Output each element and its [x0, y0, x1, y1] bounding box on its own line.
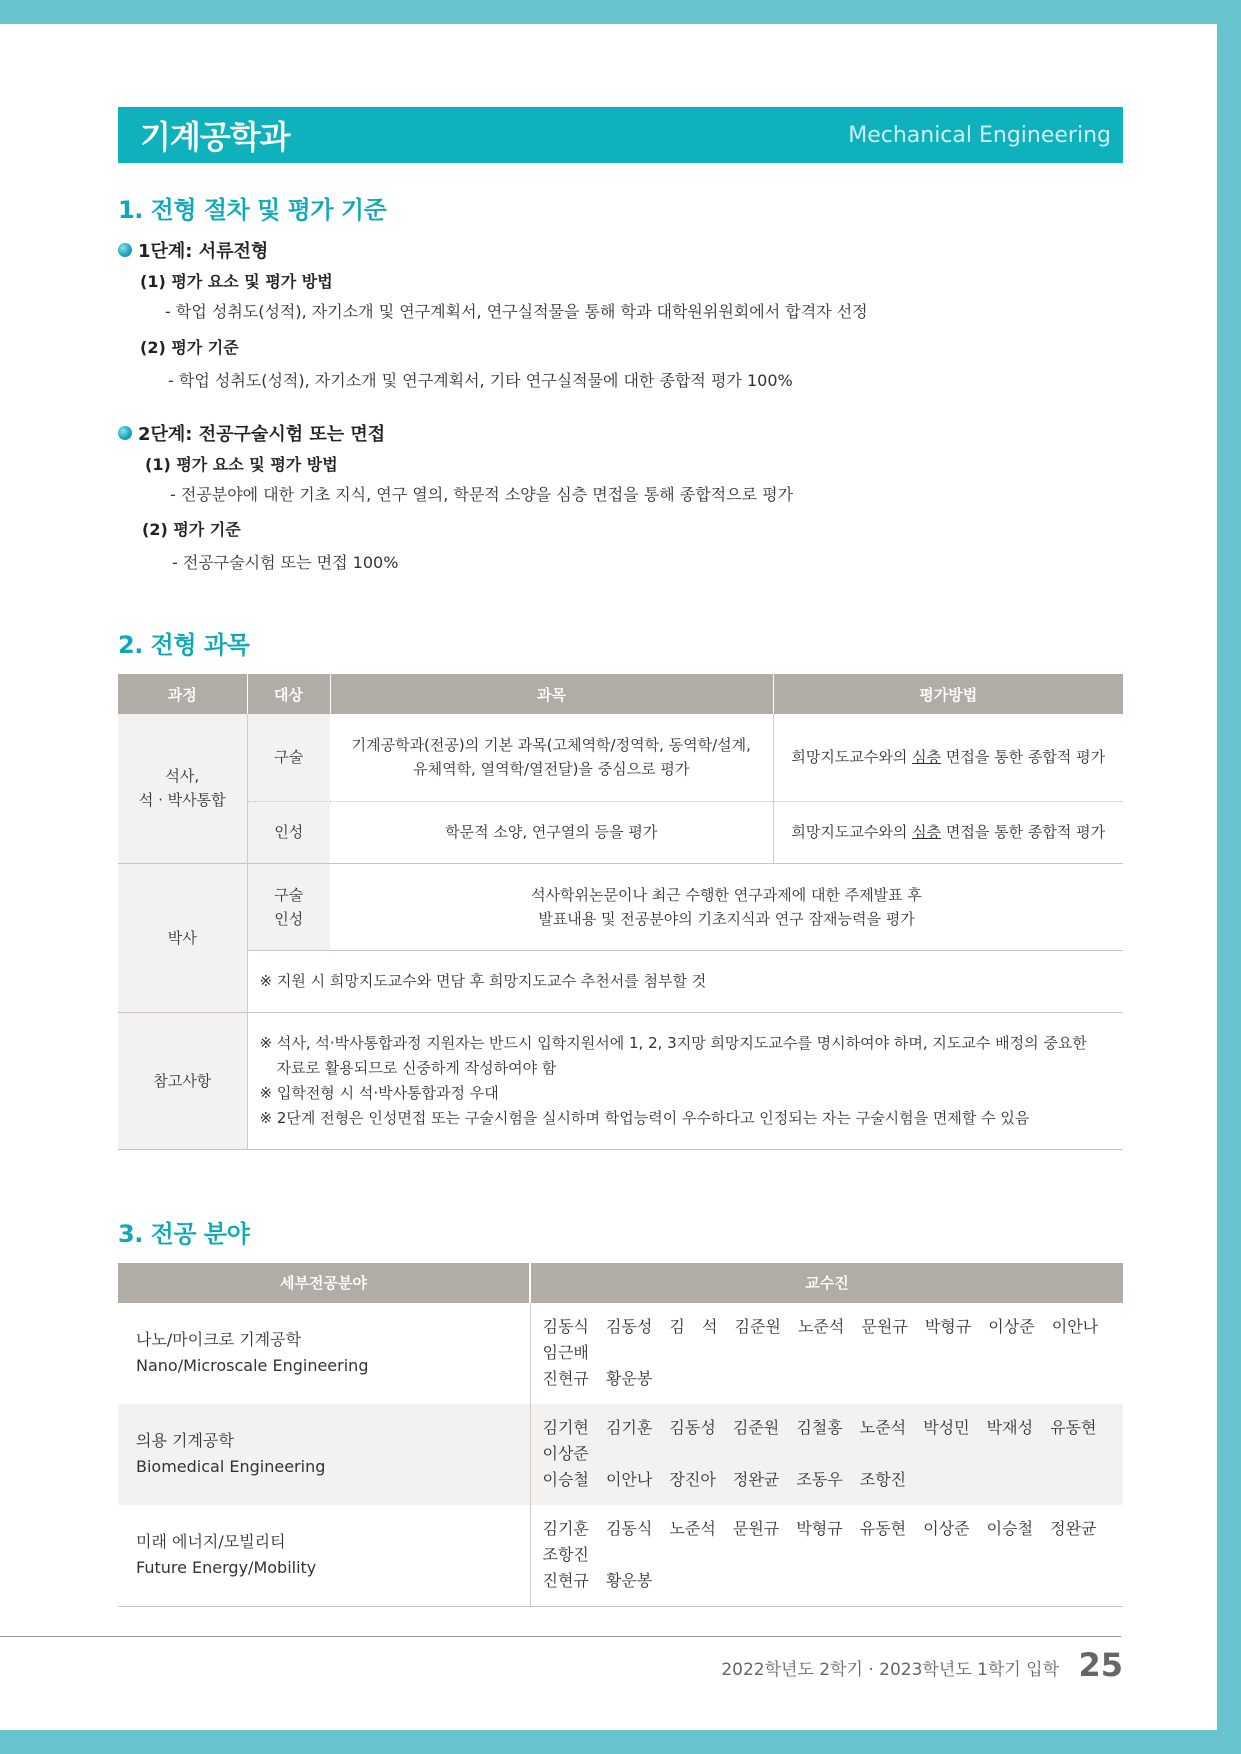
faculty-line-2: 진현규 황운봉 [542, 1571, 653, 1590]
table-row [118, 950, 1123, 1012]
phd-subject-cell [330, 863, 1123, 950]
target-cell: 구술 [247, 714, 330, 801]
reference-note-1: ※ 석사, 석·박사통합과정 지원자는 반드시 입학지원서에 1, 2, 3지망 희망지도교수를 명시하여야 하며, 지도교수 배정의 중요한 [259, 1033, 1087, 1052]
stage2-text-2: - 전공구술시험 또는 면접 100% [172, 553, 399, 572]
evaluation-text: 희망지도교수와의 [791, 748, 913, 767]
faculty-line-2: 이승철 이안나 장진아 정완균 조동우 조항진 [542, 1470, 907, 1489]
department-banner [118, 107, 1123, 163]
stage2-sub-heading-1: (1) 평가 요소 및 평가 방법 [145, 455, 338, 474]
section-2-title: 2. 전형 과목 [118, 631, 250, 659]
evaluation-cell [773, 801, 1123, 863]
section-1-title: 1. 전형 절차 및 평가 기준 [118, 196, 387, 224]
table-row [118, 801, 1123, 863]
footer-divider [0, 1636, 1121, 1637]
field-name-en: Future Energy/Mobility [136, 1558, 317, 1577]
table-row [118, 1012, 1123, 1149]
page-content [118, 107, 1123, 1607]
field-cell [118, 1404, 530, 1505]
faculty-line-1: 김기현 김기훈 김동성 김준원 김철홍 노준석 박성민 박재성 유동현 이상준 [542, 1418, 1097, 1463]
course-cell-masters [118, 714, 247, 863]
stage1-sub-heading-1: (1) 평가 요소 및 평가 방법 [140, 272, 333, 291]
stage1-title: 1단계: 서류전형 [138, 241, 269, 262]
subject-line-2: 발표내용 및 전공분야의 기초지식과 연구 잠재능력을 평가 [538, 909, 915, 928]
subject-line-2: 유체역학, 열역학/열전달)을 중심으로 평가 [413, 760, 690, 779]
subject-cell: 학문적 소양, 연구열의 등을 평가 [330, 801, 773, 863]
evaluation-underlined: 심층 [912, 823, 942, 841]
faculty-line-1: 김동식 김동성 김 석 김준원 노준석 문원규 박형규 이상준 이안나 임근배 [542, 1317, 1099, 1362]
table-header-row [118, 1263, 1123, 1303]
faculty-cell [530, 1404, 1123, 1505]
faculty-line-1: 김기훈 김동식 노준석 문원규 박형규 유동현 이상준 이승철 정완균 조항진 [542, 1519, 1097, 1564]
course-cell-phd: 박사 [118, 863, 247, 1012]
faculty-cell [530, 1505, 1123, 1607]
table-header-row [118, 674, 1123, 714]
subject-line-1: 기계공학과(전공)의 기본 과목(고체역학/정역학, 동역학/설계, [351, 736, 751, 755]
field-cell [118, 1303, 530, 1404]
major-fields-table [118, 1263, 1123, 1607]
field-name-en: Nano/Microscale Engineering [136, 1356, 369, 1375]
header-target: 대상 [247, 674, 330, 714]
subject-cell [330, 714, 773, 801]
field-name-kr: 미래 에너지/모빌리티 [136, 1532, 286, 1551]
header-field: 세부전공분야 [118, 1263, 530, 1303]
stage1-text-1: - 학업 성취도(성적), 자기소개 및 연구계획서, 연구실적물을 통해 학과 대학원위원회에서 합격자 선정 [165, 302, 868, 321]
bottom-frame-bar [0, 1730, 1241, 1754]
stage2-text-1: - 전공분야에 대한 기초 지식, 연구 열의, 학문적 소양을 심층 면접을 통해 종합적으로 평가 [170, 485, 794, 504]
bullet-dot-icon [118, 243, 132, 257]
table-row [118, 714, 1123, 801]
faculty-line-2: 진현규 황운봉 [542, 1369, 653, 1388]
bullet-dot-icon [118, 426, 132, 440]
evaluation-cell [773, 714, 1123, 801]
section-3-title: 3. 전공 분야 [118, 1219, 250, 1248]
field-name-en: Biomedical Engineering [136, 1457, 326, 1476]
field-cell [118, 1505, 530, 1607]
top-frame-bar [0, 0, 1241, 24]
course-label-line-2: 석 · 박사통합 [138, 791, 226, 810]
reference-notes-cell [247, 1012, 1123, 1149]
evaluation-text: 희망지도교수와의 [791, 823, 913, 841]
right-frame-bar [1217, 0, 1241, 1754]
stage1-heading [118, 237, 1123, 263]
subject-line-1: 석사학위논문이나 최근 수행한 연구과제에 대한 주제발표 후 [531, 885, 922, 904]
evaluation-underlined: 심층 [912, 748, 942, 767]
admission-subjects-table [118, 674, 1123, 1150]
stage2-heading [118, 420, 1123, 446]
phd-note-cell: ※ 지원 시 희망지도교수와 면담 후 희망지도교수 추천서를 첨부할 것 [247, 950, 1123, 1012]
table-row [118, 863, 1123, 950]
stage2-title: 2단계: 전공구술시험 또는 면접 [138, 424, 386, 445]
evaluation-text: 면접을 통한 종합적 평가 [941, 823, 1106, 841]
department-english-title: Mechanical Engineering [848, 122, 1111, 148]
target-cell [247, 863, 330, 950]
field-name-kr: 의용 기계공학 [136, 1431, 234, 1450]
evaluation-text: 면접을 통한 종합적 평가 [941, 748, 1106, 767]
stage2-sub-heading-2: (2) 평가 기준 [142, 520, 241, 539]
reference-note-1-cont: 자료로 활용되므로 신중하게 작성하여야 함 [276, 1058, 557, 1077]
reference-note-3: ※ 2단계 전형은 인성면접 또는 구술시험을 실시하며 학업능력이 우수하다고 인정되는 자는 구술시험을 면제할 수 있음 [259, 1108, 1030, 1127]
table-row [118, 1303, 1123, 1404]
faculty-cell [530, 1303, 1123, 1404]
target-line-1: 구술 [274, 885, 304, 904]
table-row [118, 1404, 1123, 1505]
stage1-sub-heading-2: (2) 평가 기준 [140, 338, 239, 357]
header-course: 과정 [118, 674, 247, 714]
page-number: 25 [1078, 1646, 1123, 1684]
table-row [118, 1505, 1123, 1607]
reference-label-cell: 참고사항 [118, 1012, 247, 1149]
header-subject: 과목 [330, 674, 773, 714]
course-label-line-1: 석사, [165, 767, 200, 786]
department-title: 기계공학과 [140, 118, 290, 156]
header-faculty: 교수진 [530, 1263, 1123, 1303]
reference-note-2: ※ 입학전형 시 석·박사통합과정 우대 [259, 1083, 499, 1102]
footer-admission-term: 2022학년도 2학기 · 2023학년도 1학기 입학 [721, 1660, 1059, 1680]
field-name-kr: 나노/마이크로 기계공학 [136, 1330, 302, 1349]
header-evaluation: 평가방법 [773, 674, 1123, 714]
target-line-2: 인성 [274, 909, 304, 928]
target-cell: 인성 [247, 801, 330, 863]
stage1-text-2: - 학업 성취도(성적), 자기소개 및 연구계획서, 기타 연구실적물에 대한 종합적 평가 100% [168, 371, 793, 390]
